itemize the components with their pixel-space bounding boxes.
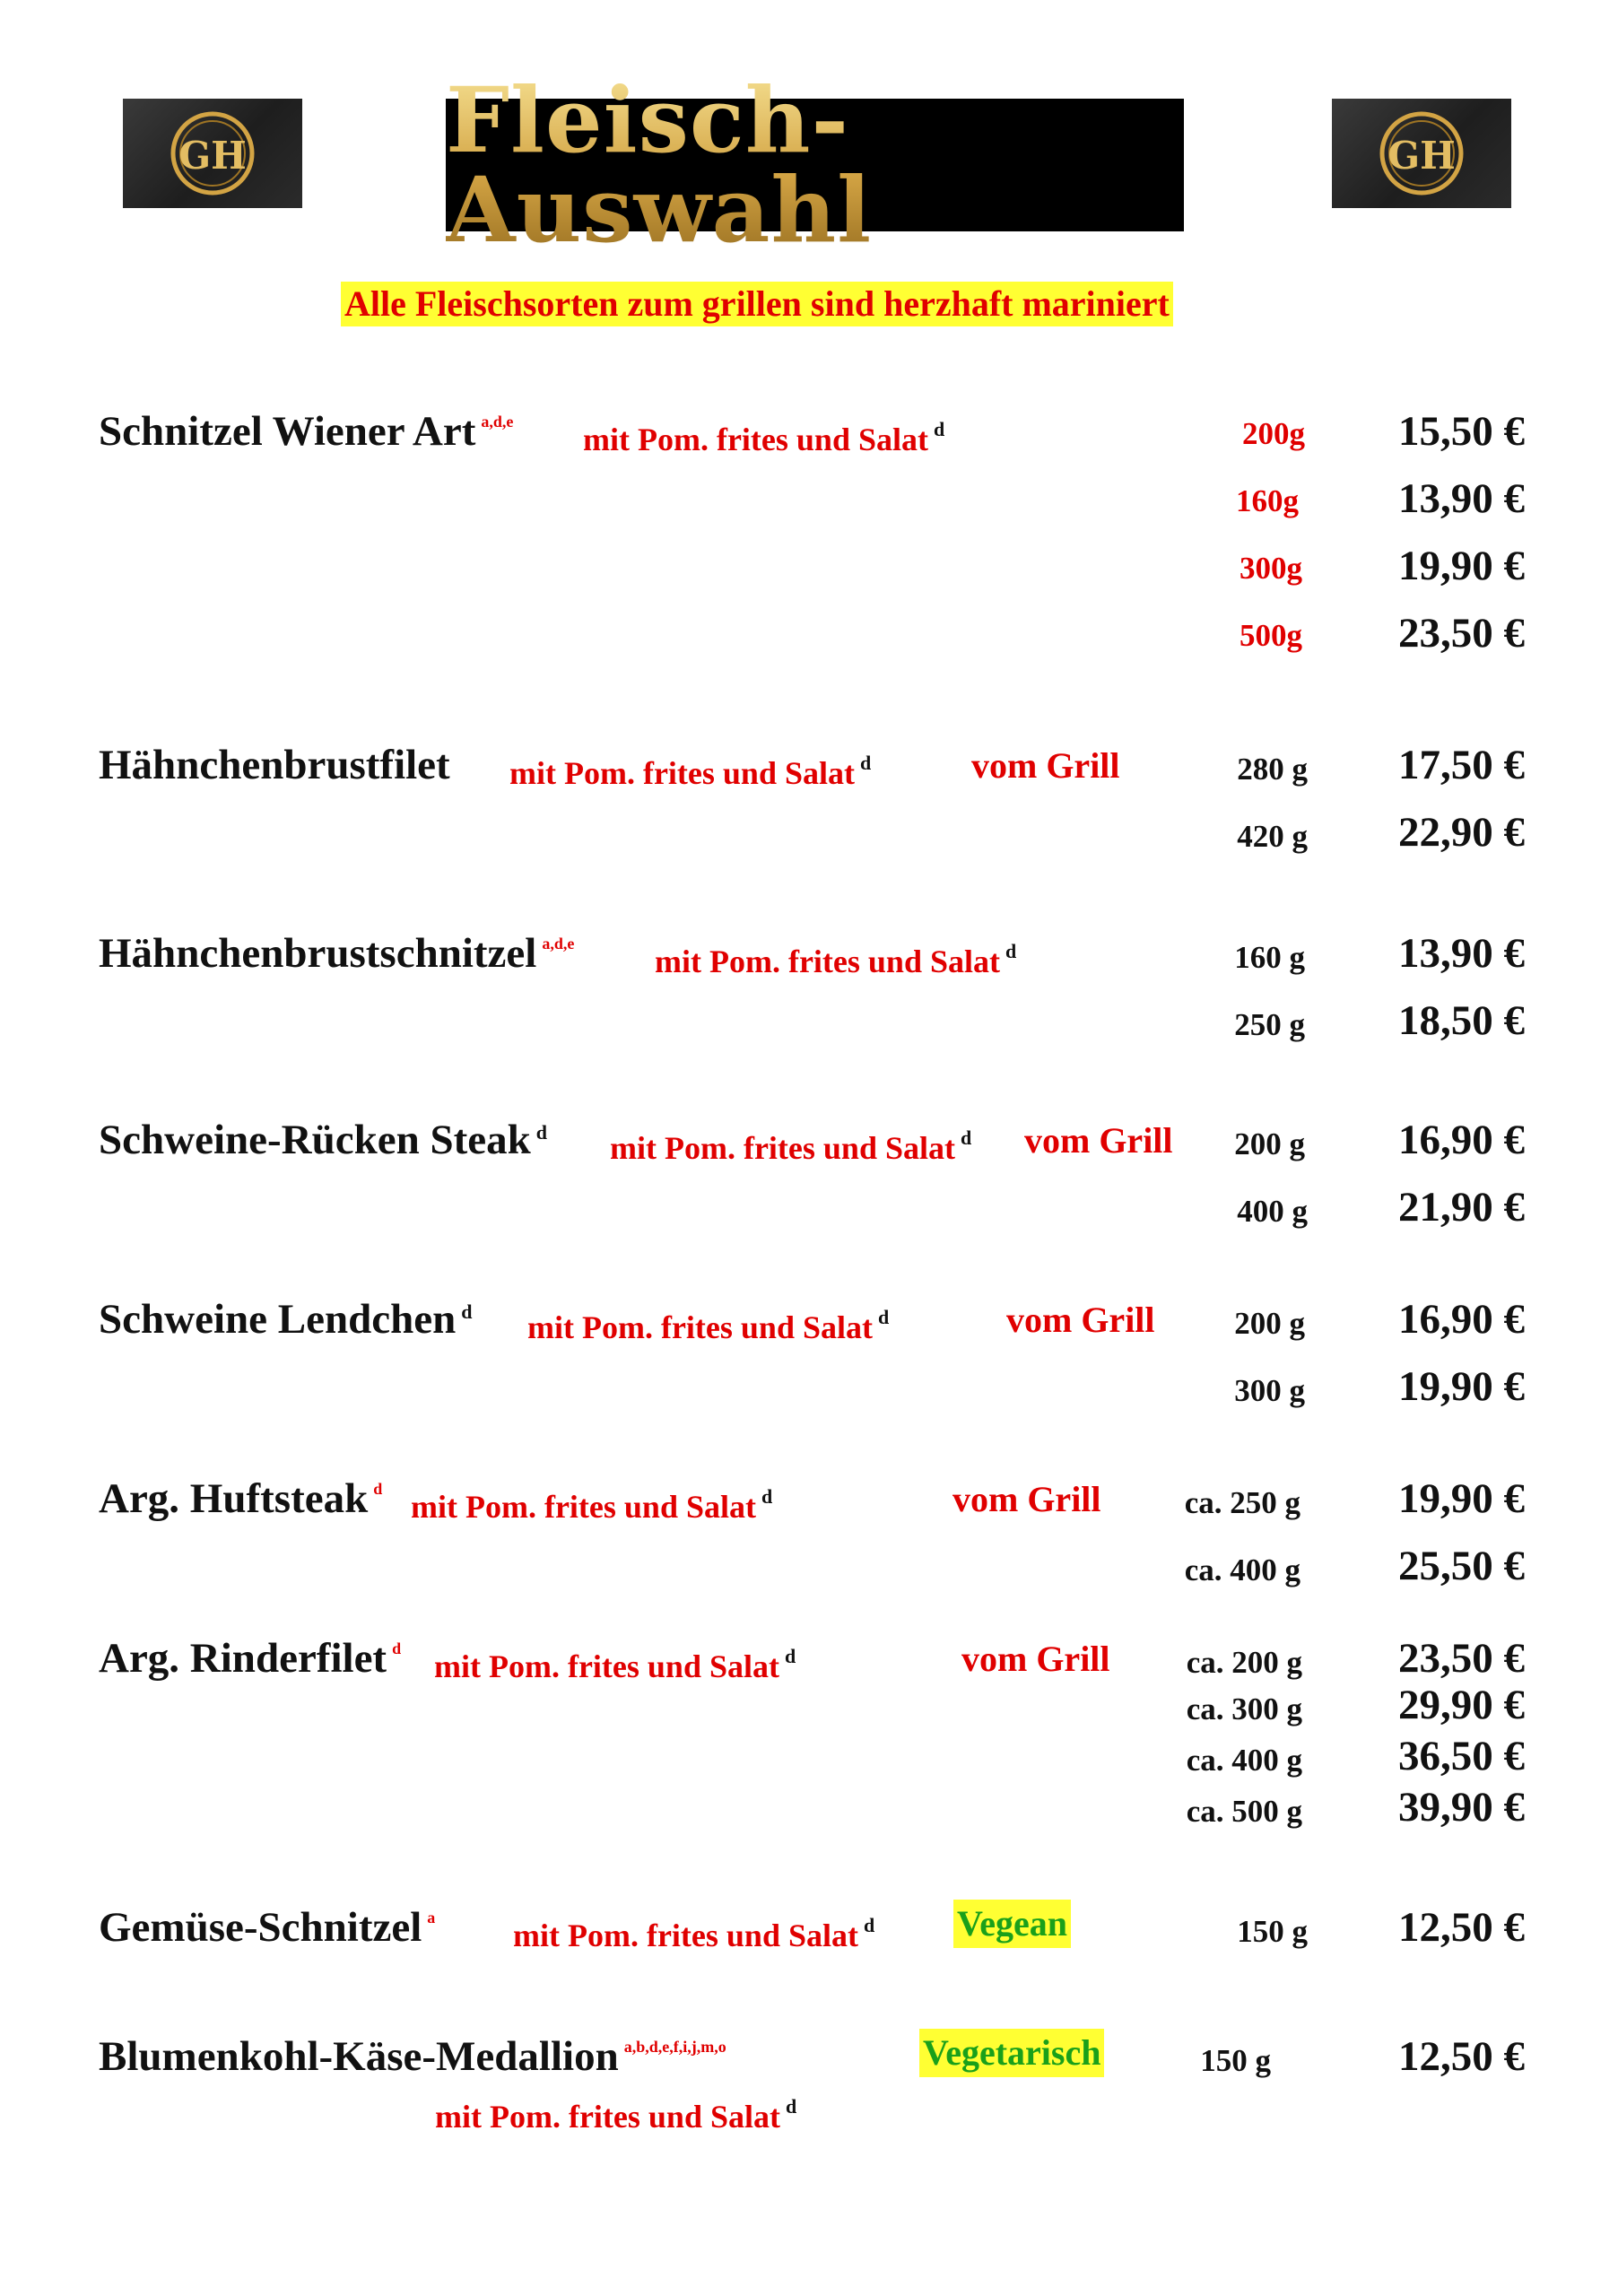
side-dish-note xyxy=(435,2095,796,2133)
menu-item-haehnchenbrustfilet xyxy=(99,744,450,787)
item-weight: 500g xyxy=(1240,618,1302,653)
item-price: 12,50 € xyxy=(1398,1904,1525,1951)
logo-left xyxy=(123,99,302,208)
item-name: Schweine-Rücken Steak xyxy=(99,1117,531,1163)
logo-right xyxy=(1332,99,1511,208)
side-allergen: d xyxy=(960,1126,972,1149)
item-weight: 300 g xyxy=(1234,1373,1305,1408)
menu-item-schnitzel-wiener-art xyxy=(99,408,514,455)
item-name: Schweine Lendchen xyxy=(99,1296,457,1343)
page-title: Fleisch-Auswahl xyxy=(446,75,1184,255)
vegan-badge: Vegean xyxy=(953,1900,1071,1948)
svg-text:GH: GH xyxy=(1387,134,1456,178)
marinade-note: Alle Fleischsorten zum grillen sind herzhaft mariniert xyxy=(341,282,1173,326)
item-price: 23,50 € xyxy=(1398,610,1525,657)
side-allergen: d xyxy=(863,1914,875,1936)
item-price: 18,50 € xyxy=(1398,997,1525,1044)
item-weight: ca. 200 g xyxy=(1186,1645,1302,1680)
item-price: 16,90 € xyxy=(1398,1296,1525,1343)
item-price: 13,90 € xyxy=(1398,930,1525,977)
item-price: 29,90 € xyxy=(1398,1682,1525,1728)
item-weight: 400 g xyxy=(1237,1194,1308,1229)
menu-item-gemuese-schnitzel xyxy=(99,1904,436,1951)
item-weight: ca. 500 g xyxy=(1186,1794,1302,1829)
allergen-codes: d xyxy=(373,1480,383,1498)
grill-label: vom Grill xyxy=(1024,1120,1173,1161)
allergen-codes: d xyxy=(535,1121,548,1144)
item-name: Arg. Rinderfilet xyxy=(99,1635,387,1682)
menu-item-blumenkohl-kaese-medallion xyxy=(99,2033,726,2080)
grill-label: vom Grill xyxy=(961,1639,1110,1679)
side-dish-text: mit Pom. frites und Salat xyxy=(583,422,928,457)
item-price: 19,90 € xyxy=(1398,543,1525,589)
item-price: 23,50 € xyxy=(1398,1635,1525,1682)
item-weight: 150 g xyxy=(1200,2043,1271,2078)
gh-monogram-icon xyxy=(163,104,262,203)
side-dish-note xyxy=(583,418,944,456)
grill-label: vom Grill xyxy=(1006,1300,1155,1340)
side-dish-text: mit Pom. frites und Salat xyxy=(435,2099,780,2135)
side-dish-text: mit Pom. frites und Salat xyxy=(610,1130,955,1166)
menu-item-arg-huftsteak xyxy=(99,1475,383,1522)
title-banner xyxy=(446,67,1184,263)
side-allergen: d xyxy=(933,418,945,440)
vegetarian-badge: Vegetarisch xyxy=(919,2029,1104,2077)
item-price: 15,50 € xyxy=(1398,408,1525,455)
gh-monogram-icon xyxy=(1372,104,1471,203)
side-allergen: d xyxy=(785,2095,797,2118)
item-price: 13,90 € xyxy=(1398,475,1525,522)
side-allergen: d xyxy=(859,752,872,774)
allergen-codes: d xyxy=(461,1300,473,1323)
side-dish-note xyxy=(509,752,871,789)
side-dish-text: mit Pom. frites und Salat xyxy=(411,1489,756,1525)
item-weight: ca. 400 g xyxy=(1184,1552,1300,1587)
item-weight: 250 g xyxy=(1234,1007,1305,1042)
side-allergen: d xyxy=(761,1485,773,1508)
side-dish-note xyxy=(610,1126,971,1164)
item-weight: 150 g xyxy=(1237,1914,1308,1949)
item-price: 19,90 € xyxy=(1398,1475,1525,1522)
item-name: Blumenkohl-Käse-Medallion xyxy=(99,2033,619,2080)
menu-item-arg-rinderfilet xyxy=(99,1635,402,1682)
side-dish-text: mit Pom. frites und Salat xyxy=(527,1309,873,1345)
menu-item-schweine-ruecken-steak xyxy=(99,1119,547,1161)
item-weight: ca. 300 g xyxy=(1186,1692,1302,1726)
item-weight: 160g xyxy=(1236,483,1299,518)
item-name: Hähnchenbrustschnitzel xyxy=(99,930,537,977)
side-dish-text: mit Pom. frites und Salat xyxy=(434,1648,779,1684)
menu-item-haehnchenbrustschnitzel xyxy=(99,930,575,977)
side-dish-note xyxy=(434,1645,796,1683)
item-name: Gemüse-Schnitzel xyxy=(99,1904,422,1951)
allergen-codes: a,b,d,e,f,i,j,m,o xyxy=(623,2038,726,2056)
item-weight: 160 g xyxy=(1234,940,1305,975)
item-name: Schnitzel Wiener Art xyxy=(99,408,476,455)
side-dish-text: mit Pom. frites und Salat xyxy=(509,755,855,791)
grill-label: vom Grill xyxy=(953,1479,1101,1519)
side-dish-text: mit Pom. frites und Salat xyxy=(655,944,1000,979)
side-dish-note xyxy=(655,940,1016,978)
item-price: 21,90 € xyxy=(1398,1184,1525,1231)
item-price: 12,50 € xyxy=(1398,2033,1525,2080)
item-weight: 420 g xyxy=(1237,819,1308,854)
item-weight: 200g xyxy=(1242,416,1305,451)
allergen-codes: a xyxy=(427,1909,436,1926)
item-price: 22,90 € xyxy=(1398,809,1525,856)
side-dish-note xyxy=(527,1306,889,1344)
item-price: 17,50 € xyxy=(1398,742,1525,788)
allergen-codes: d xyxy=(392,1639,402,1657)
svg-text:GH: GH xyxy=(178,134,247,178)
side-allergen: d xyxy=(784,1645,796,1667)
allergen-codes: a,d,e xyxy=(481,413,514,430)
item-name: Arg. Huftsteak xyxy=(99,1475,369,1522)
item-weight: 300g xyxy=(1240,551,1302,586)
item-price: 16,90 € xyxy=(1398,1117,1525,1163)
grill-label: vom Grill xyxy=(971,745,1120,786)
allergen-codes: a,d,e xyxy=(542,935,575,952)
item-weight: ca. 400 g xyxy=(1186,1743,1302,1778)
item-price: 39,90 € xyxy=(1398,1784,1525,1831)
item-weight: 200 g xyxy=(1234,1126,1305,1161)
side-dish-text: mit Pom. frites und Salat xyxy=(513,1918,858,1953)
side-allergen: d xyxy=(1005,940,1017,962)
side-dish-note xyxy=(513,1914,874,1952)
item-weight: 200 g xyxy=(1234,1306,1305,1341)
side-dish-note xyxy=(411,1485,772,1523)
side-allergen: d xyxy=(877,1306,890,1328)
menu-item-schweine-lendchen xyxy=(99,1296,473,1343)
item-weight: 280 g xyxy=(1237,752,1308,787)
item-price: 36,50 € xyxy=(1398,1733,1525,1779)
item-price: 19,90 € xyxy=(1398,1363,1525,1410)
item-weight: ca. 250 g xyxy=(1184,1485,1300,1520)
item-name: Hähnchenbrustfilet xyxy=(99,742,450,788)
item-price: 25,50 € xyxy=(1398,1543,1525,1589)
